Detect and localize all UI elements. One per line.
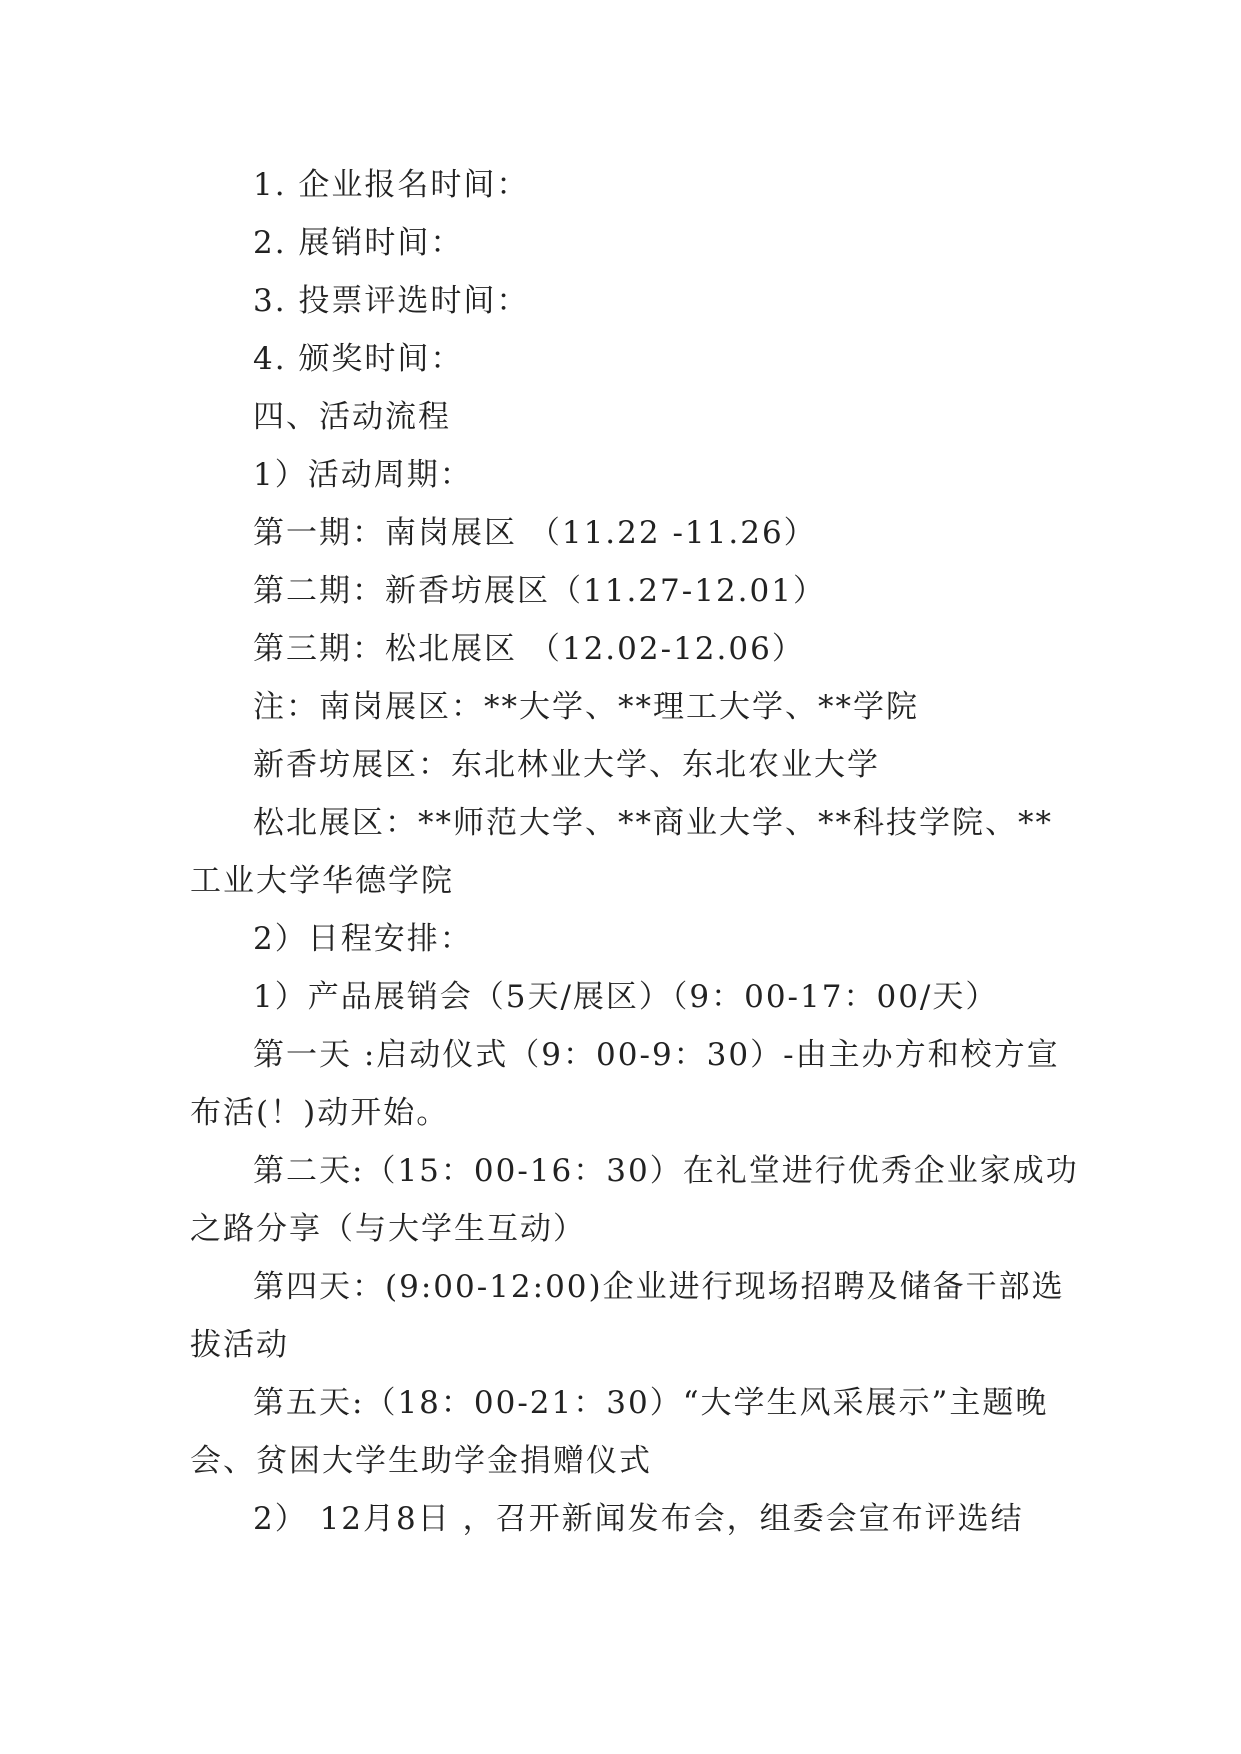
text-line: 第二天:（15：00-16：30）在礼堂进行优秀企业家成功 xyxy=(253,1153,1079,1189)
text-line: 第三期：松北展区 （12.02-12.06） xyxy=(253,631,805,667)
text-line: 第一期：南岗展区 （11.22 -11.26） xyxy=(253,515,817,551)
text-line: 2. 展销时间： xyxy=(253,225,464,261)
text-line: 四、活动流程 xyxy=(253,399,451,435)
text-line: 工业大学华德学院 xyxy=(190,863,454,899)
text-line: 拔活动 xyxy=(190,1327,289,1363)
text-line: 第一天 :启动仪式（9：00-9：30）-由主办方和校方宣 xyxy=(253,1037,1060,1073)
text-line: 第五天:（18：00-21：30）“大学生风采展示”主题晚 xyxy=(253,1385,1049,1421)
text-line: 之路分享（与大学生互动） xyxy=(190,1211,586,1247)
text-line: 2） 12月8日 ，召开新闻发布会，组委会宣布评选结 xyxy=(253,1501,1024,1537)
text-line: 1）活动周期： xyxy=(253,457,473,493)
text-line: 1）产品展销会（5天/展区）（9：00-17：00/天） xyxy=(253,979,999,1015)
text-line: 注：南岗展区：**大学、**理工大学、**学院 xyxy=(253,689,919,725)
text-line: 第二期：新香坊展区（11.27-12.01） xyxy=(253,573,826,609)
text-line: 第四天：(9:00-12:00)企业进行现场招聘及储备干部选 xyxy=(253,1269,1065,1305)
text-line: 1. 企业报名时间： xyxy=(253,167,530,203)
text-line: 2）日程安排： xyxy=(253,921,473,957)
text-line: 会、贫困大学生助学金捐赠仪式 xyxy=(190,1443,652,1479)
text-line: 布活(！)动开始。 xyxy=(190,1095,450,1131)
text-line: 3. 投票评选时间： xyxy=(253,283,530,319)
text-line: 4. 颁奖时间： xyxy=(253,341,464,377)
document-body xyxy=(190,156,1079,1548)
text-line: 新香坊展区：东北林业大学、东北农业大学 xyxy=(253,747,880,783)
text-line: 松北展区：**师范大学、**商业大学、**科技学院、** xyxy=(253,805,1053,841)
